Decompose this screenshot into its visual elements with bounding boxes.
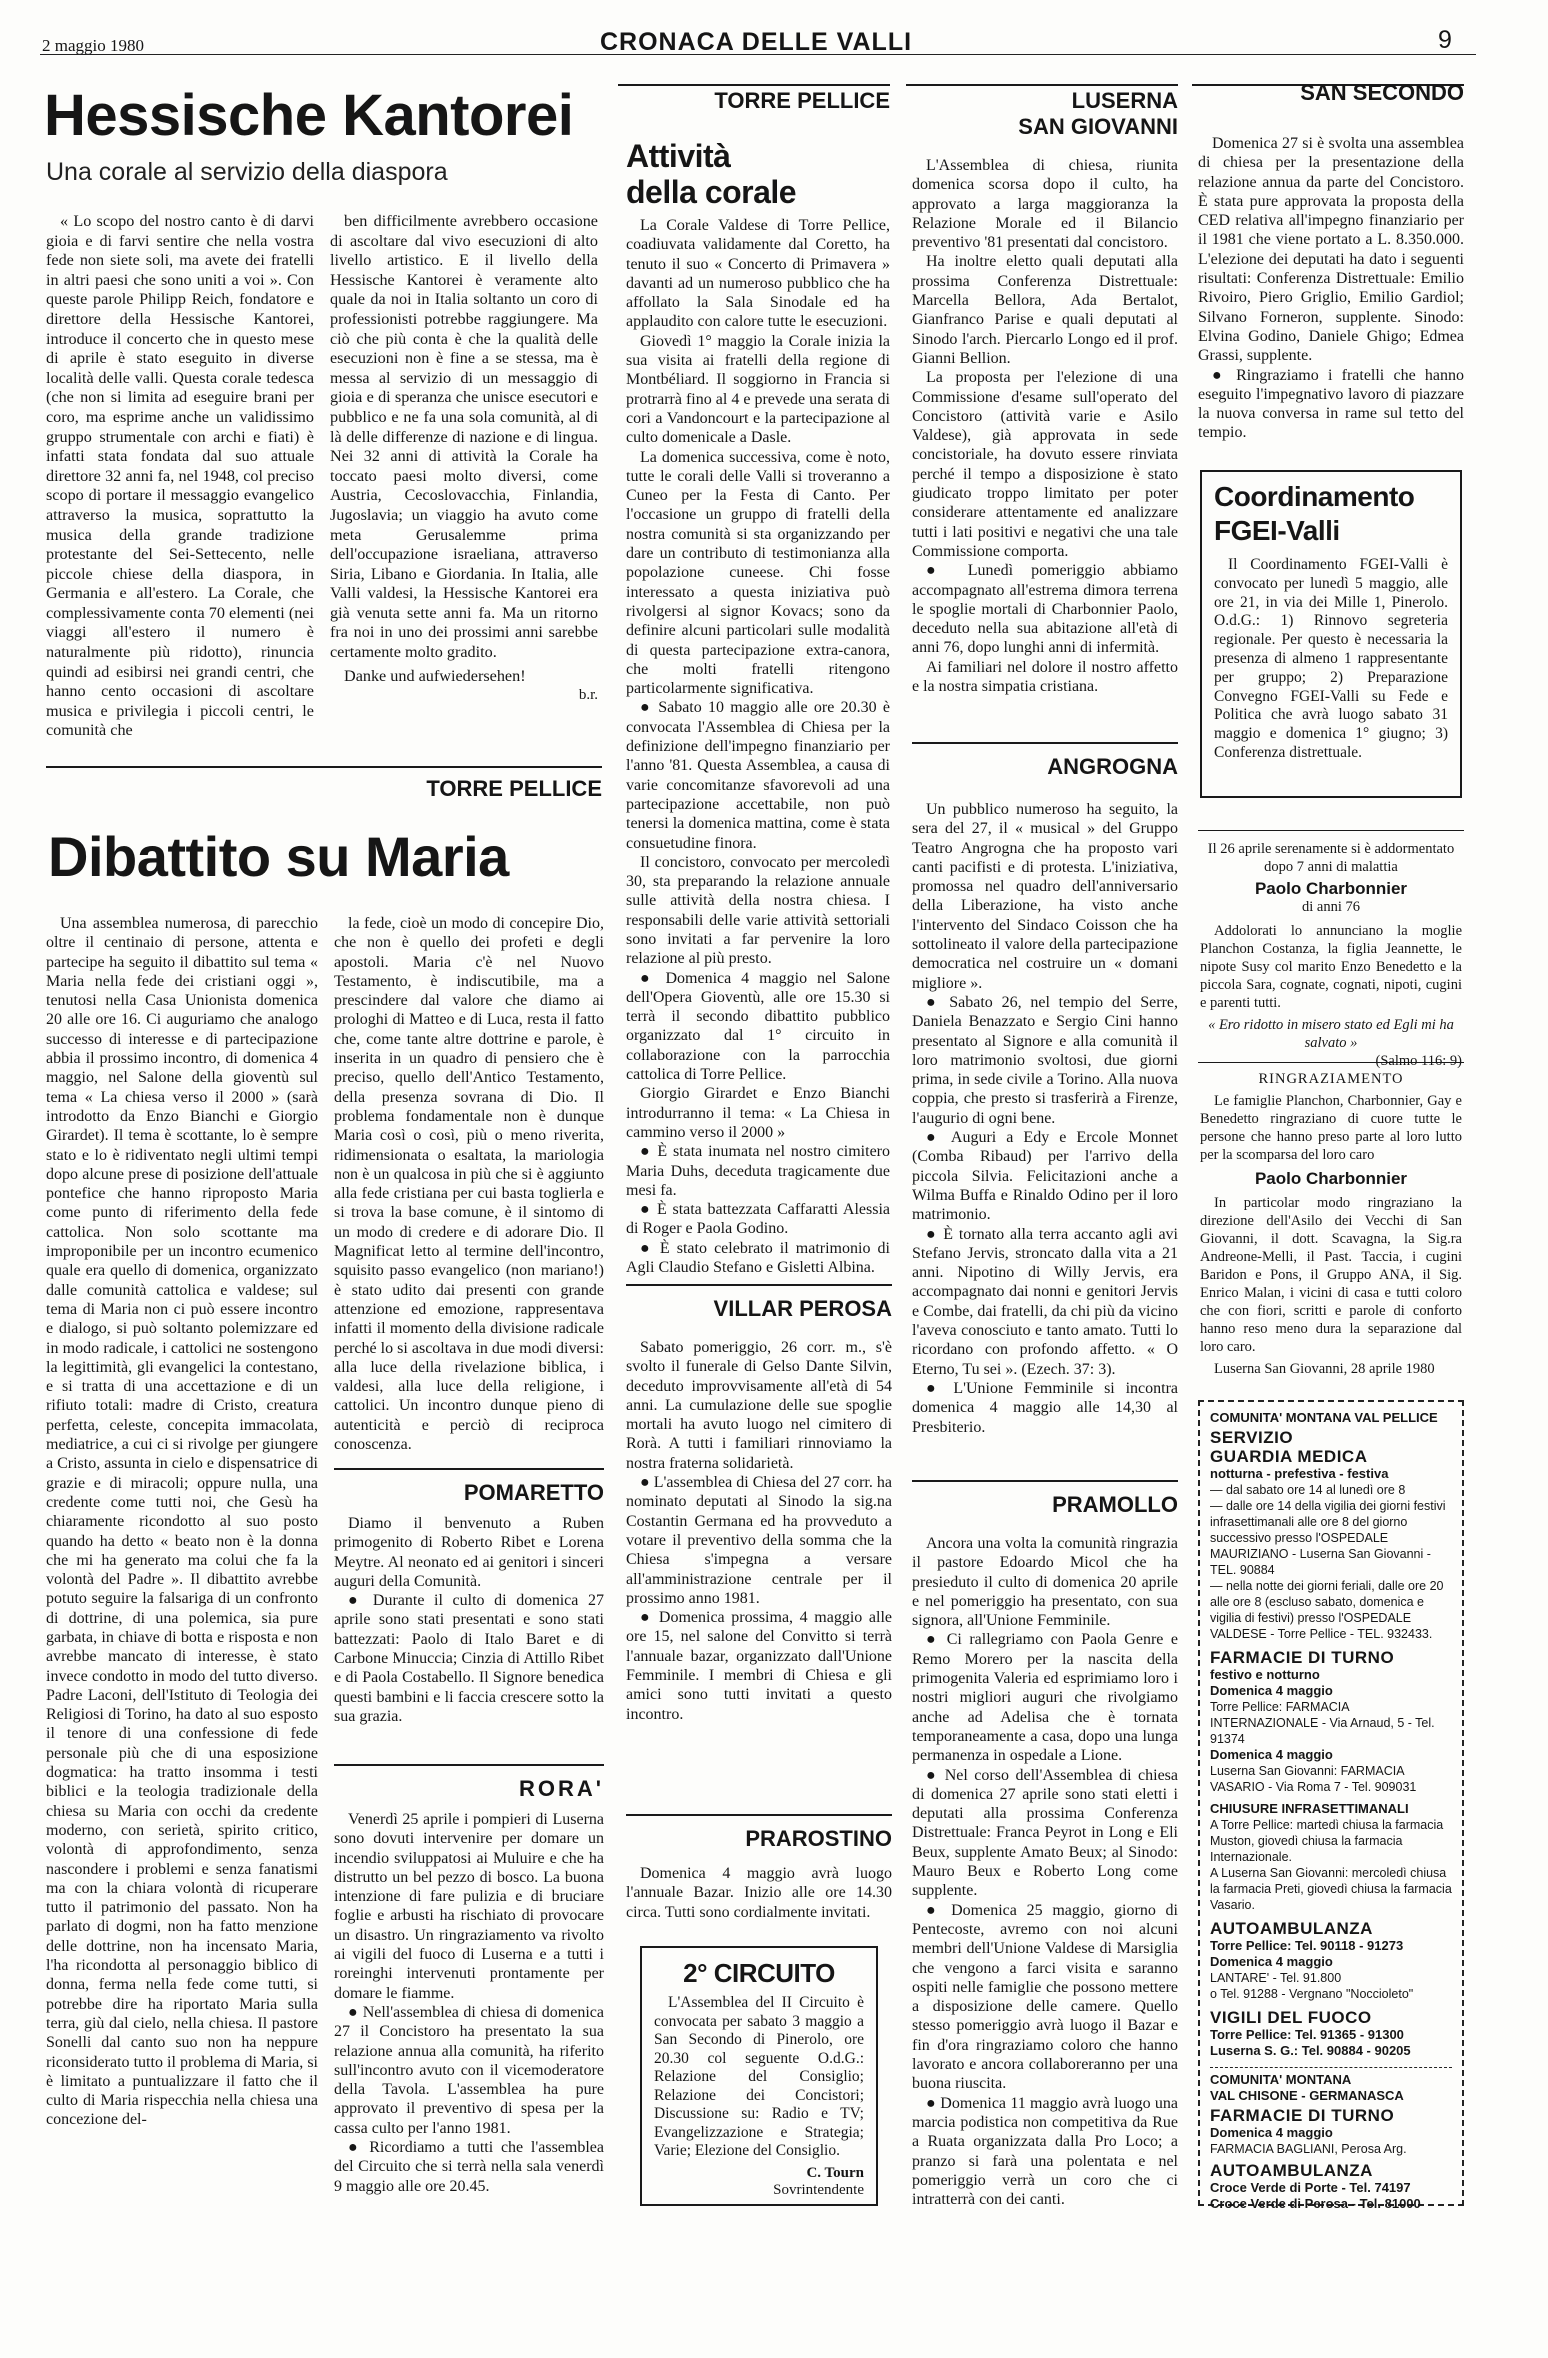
- thanks-place: Luserna San Giovanni, 28 aprile 1980: [1214, 1361, 1435, 1377]
- luserna-text-2: Ha inoltre eletto quali deputati alla prossima Conferenza Distrettuale: Marcella Bellora, Ada Bertalot, Gianfranco Parise e quali deputati al Sinodo l'arch. Piercarlo Longo ed il prof. Gianni Bellion.: [912, 253, 1178, 367]
- obituary-name: Paolo Charbonnier: [1254, 879, 1408, 898]
- services-community-2a: COMUNITA' MONTANA: [1210, 2072, 1352, 2087]
- corale-text-7: Giorgio Girardet e Enzo Bianchi introdurranno il tema: « La Chiesa in cammino verso il 2000 »: [626, 1085, 890, 1141]
- rora-text-2: ● Nell'assemblea di chiesa di domenica 27 il Concistoro ha presentato la sua relazione annua alla comunità, ha riferito sull'incontro avuto con il vicemoderatore della Tavola. L'assemblea ha pure approvato il preventivo di spesa per la cassa culto per l'anno 1981.: [334, 2003, 604, 2137]
- villar-location: VILLAR PEROSA: [713, 1296, 892, 1321]
- sansecondo-text-2: ● Ringraziamo i fratelli che hanno eseguito l'impegnativo lavoro di piazzare la nuova conversa in rame sul tetto del tempio.: [1198, 366, 1464, 442]
- sansecondo-text-1: Domenica 27 si è svolta una assemblea di chiesa per la presentazione della relazione annua da parte del Concistoro. È stata pure approvata la proposta della CED relativa all'impegno finanziario per il 1981 che viene portato a L. 8.350.000. L'elezione dei deputati ha dato i seguenti risultati: Conferenza Distrettuale: Emilio Rivoiro, Piero Griglio, Emilio Gardiol; Silvano Forneron, supplente. Sinodo: Elvina Godino, Daniele Ghigo; Edmea Grassi, supplente.: [1198, 135, 1464, 365]
- villar-body: [626, 1338, 892, 1724]
- obituary: [1200, 840, 1462, 1070]
- section-rule: [46, 766, 602, 768]
- corale-text-10: ● È stato celebrato il matrimonio di Agli Claudio Stefano e Gisletti Albina.: [626, 1239, 890, 1277]
- services-box: [1198, 1400, 1464, 2211]
- rora-text-3: ● Ricordiamo a tutti che l'assemblea del Circuito che si terrà nella sala venerdì 9 maggio alle ore 20.45.: [334, 2139, 604, 2195]
- maria-title: Dibattito su Maria: [48, 825, 509, 888]
- luserna-text-3: La proposta per l'elezione di una Commissione d'esame sull'operato del Concistoro (attività varie e Asilo Valdese), già approvata in sede concistoriale, ha dovuto essere rinviata perché il tempo a disposizione è stato giudicato troppo limitato per poter considerare attentamente ed analizzare tutti i lati positivi e negativi che una tale Commissione comporta.: [912, 369, 1178, 560]
- circuito-title: 2° CIRCUITO: [683, 1958, 835, 1988]
- thanks-text-2: In particolar modo ringraziano la direzione dell'Asilo dei Vecchi di San Giovanni, il dott. Scavagna, la Sig.ra Andreone-Melli, il Past. Taccia, i cugini Baridon e Pons, il Gruppo ANA, il Sig. Enrico Malan, i vicini di casa e tutti coloro che con fiori, scritti e parole di conforto hanno reso meno dura la separazione dal loro caro.: [1200, 1195, 1462, 1355]
- corale-text-9: ● È stata battezzata Caffaratti Alessia di Roger e Paola Godino.: [626, 1201, 890, 1238]
- angrogna-location: ANGROGNA: [1047, 754, 1178, 779]
- firefighters-line-1: Torre Pellice: Tel. 91365 - 91300: [1210, 2027, 1404, 2042]
- circuito-sign-role: Sovrintendente: [773, 2181, 864, 2198]
- luserna-location-line-1: LUSERNA: [1071, 88, 1178, 113]
- corale-text-3: La domenica successiva, come è noto, tutte le corali delle Valli si troveranno a Cuneo per la Festa di Canto. Per l'occasione un gruppo di fratelli della nostra comunità si sta organizzando per dare un contributo di testimonianza alla popolazione cuneese. Chi fosse interessato a questa iniziativa può rivolgersi al signor Kovacs; sono da definire alcuni particolari sulle modalità di questa partecipazione extra-canora, che molti fratelli ritengono particolarmente significativa.: [626, 448, 890, 698]
- pharmacy-title: FARMACIE DI TURNO: [1210, 1648, 1395, 1667]
- section-rule: [1198, 830, 1464, 831]
- villar-text-3: ● Domenica prossima, 4 maggio alle ore 15, nel salone del Convitto si terrà l'annuale bazar, organizzato dall'Unione Femminile. I membri di Chiesa e gli amici sono tutti invitati a questo incontro.: [626, 1609, 892, 1723]
- guardia-title-2: GUARDIA MEDICA: [1210, 1447, 1368, 1466]
- maria-location: TORRE PELLICE: [426, 776, 602, 801]
- circuito-body: [654, 1994, 864, 2161]
- corale-text-8: ● È stata inumata nel nostro cimitero Maria Duhs, deceduta tragicamente due mesi fa.: [626, 1143, 890, 1199]
- corale-title: [626, 138, 796, 210]
- corale-text-4: ● Sabato 10 maggio alle ore 20.30 è convocata l'Assemblea di Chiesa per la definizione dell'impegno finanziario per l'anno '81. Questa Assemblea, a causa di varie concomitanze sfavorevoli ad una partecipazione accettabile, non può tenersi la domenica mattina, come è stata consuetudine finora.: [626, 699, 890, 852]
- pomaretto-text-1: Diamo il benvenuto a Ruben primogenito di Roberto Ribet e Lorena Meytre. Al neonato ed ai genitori i sinceri auguri della Comunità.: [334, 1515, 604, 1590]
- pramollo-location: PRAMOLLO: [1052, 1492, 1178, 1517]
- section-rule: [626, 1814, 892, 1816]
- luserna-text-4: ● Lunedì pomeriggio abbiamo accompagnato all'estrema dimora terrena le spoglie mortali di Charbonnier Paolo, deceduto nella sua abitazione all'età di anni 76, dopo lunghi anni di infermità.: [912, 562, 1178, 657]
- obituary-verse-ref: (Salmo 116: 9): [1375, 1053, 1462, 1069]
- corale-text-1: La Corale Valdese di Torre Pellice, coadiuvata validamente dal Coretto, ha tenuto il suo « Concerto di Primavera » davanti ad un numeroso pubblico che ha affollato la Sala Sinodale ed ha applaudito con calore tutte le esecuzioni.: [626, 217, 890, 331]
- ambulance2-title: AUTOAMBULANZA: [1210, 2161, 1373, 2180]
- pramollo-text-1: Ancora una volta la comunità ringrazia il pastore Edoardo Micol che ha presieduto il culto di domenica 20 aprile e nel pomeriggio ha presentato, con sua signora, all'Unione Femminile.: [912, 1535, 1178, 1630]
- page-number: 9: [1438, 26, 1452, 54]
- luserna-location-line-2: SAN GIOVANNI: [1018, 114, 1178, 139]
- maria-column-2: [334, 914, 604, 1454]
- closures-line-1: A Torre Pellice: martedì chiusa la farmacia Muston, giovedì chiusa la farmacia Internazionale.: [1210, 1818, 1444, 1864]
- rora-body: [334, 1810, 604, 2196]
- corale-text-5: Il concistoro, convocato per mercoledì 30, sta preparando la relazione annuale sulle attività della nostra chiesa. I responsabili delle varie attività settoriali sono invitati a far pervenire la loro relazione al più presto.: [626, 853, 890, 968]
- guardia-line-1: — dal sabato ore 14 al lunedì ore 8: [1210, 1483, 1406, 1497]
- guardia-line-2: — dalle ore 14 della vigilia dei giorni festivi infrasettimanali alle ore 8 del giorno successivo presso l'OSPEDALE MAURIZIANO - Luserna San Giovanni - TEL. 90884: [1210, 1499, 1446, 1577]
- section-rule: [626, 1284, 892, 1286]
- issue-date: 2 maggio 1980: [42, 36, 144, 55]
- kantorei-column-2: [330, 212, 598, 706]
- angrogna-text-1: Un pubblico numeroso ha seguito, la sera del 27, il « musical » del Gruppo Teatro Angrogna che ha proposto vari canti pacifisti e di protesta. L'iniziativa, promossa nel quadro dell'anniversario della Liberazione, ha visto anche l'intervento del Sindaco Coisson che ha sottolineato il valore della partecipazione democratica nel costruire un « domani migliore ».: [912, 801, 1178, 992]
- kantorei-closing: Danke und aufwiedersehen!: [344, 666, 526, 685]
- thanks-body-1: [1200, 1092, 1462, 1164]
- thanks-body-2: [1200, 1194, 1462, 1356]
- ambulance2-line-1: Croce Verde di Porte - Tel. 74197: [1210, 2180, 1411, 2195]
- sansecondo-body: [1198, 134, 1464, 443]
- pramollo-text-3: ● Nel corso dell'Assemblea di chiesa di domenica 27 aprile sono stati eletti i deputati alla prossima Conferenza Distrettuale: Franca Peyrot in Long e Eli Beux, supplente Amato Beux; al Sinodo: Mauro Beux e Roberto Long come supplente.: [912, 1766, 1178, 1900]
- pharmacy2-line-2: FARMACIA BAGLIANI, Perosa Arg.: [1210, 2142, 1407, 2156]
- thanks-text-1: Le famiglie Planchon, Charbonnier, Gay e Benedetto ringraziano di cuore tutte le persone che hanno preso parte al loro lutto per la scomparsa del loro caro: [1200, 1093, 1462, 1163]
- obituary-age: di anni 76: [1302, 899, 1360, 915]
- rora-text-1: Venerdì 25 aprile i pompieri di Luserna sono dovuti intervenire per domare un incendio sviluppatosi ai Muluire e che ha distrutto un bel pezzo di bosco. La buona intenzione di fare pulizia e di bruciare foglie e arbusti ha rischiato di provocare un disastro. Un ringraziamento va rivolto ai vigili del fuoco di Luserna e a tutti i roreinghi intervenuti prontamente per domare le fiamme.: [334, 1811, 604, 2002]
- fgei-body: [1214, 556, 1448, 763]
- obituary-intro: Il 26 aprile serenamente si è addormentato dopo 7 anni di malattia: [1207, 841, 1455, 875]
- prarostino-text-1: Domenica 4 maggio avrà luogo l'annuale Bazar. Inizio alle ore 14.30 circa. Tutti sono cordialmente invitati.: [626, 1865, 892, 1921]
- firefighters-title: VIGILI DEL FUOCO: [1210, 2008, 1372, 2027]
- luserna-text-5: Ai familiari nel dolore il nostro affetto e la nostra simpatia cristiana.: [912, 658, 1178, 696]
- ambulance-line-3: LANTARE' - Tel. 91.800: [1210, 1971, 1342, 1985]
- maria-text-2: la fede, cioè un modo di concepire Dio, che non è quello dei profeti e degli apostoli. Maria c'è nel Nuovo Testamento, è indiscutibile, ma a prescindere dal valore che diamo ai prologhi di Matteo e di Luca, resta il fatto che, come tante altre dottrine e parole, è inserita in un quadro di pensiero che è preciso, quello dell'Antico Testamento, della presenza sovrana di Dio. Il problema fondamentale non è dunque Maria così o così, più o meno riverita, ridimensionata o esaltata, la mariologia non è un qualcosa in più che si è aggiunto alla fede cristiana per cui basta toglierla e si trova la base comune, è il sintomo di un modo di credere e di adorare Dio. Il Magnificat letto al termine dell'incontro, squisito passo evangelico (non mariano!) è stato udito dai presenti con grande attenzione ed emozione, rappresentava infatti il momento della divisione radicale perché lo si ascoltava in due modi diversi: alla luce della rivelazione biblica, i valdesi, alla luce della religione, i cattolici. Un incontro dunque pieno di autenticità e perciò di reciproca conoscenza.: [334, 915, 604, 1454]
- kantorei-signature: b.r.: [578, 687, 598, 704]
- section-rule: [618, 84, 890, 86]
- pharmacy-line-3: Domenica 4 maggio: [1210, 1747, 1333, 1762]
- header-rule: [40, 54, 1476, 55]
- pramollo-text-2: ● Ci rallegriamo con Paola Genre e Remo Morero per la nascita della primogenita Valeria ed esprimiamo loro i nostri migliori auguri che rivolgiamo anche ad Adelisa che è tornata temporaneamente a casa, dopo una lunga permanenza in ospedale a Lione.: [912, 1631, 1178, 1765]
- obituary-body: [1200, 922, 1462, 1012]
- kantorei-text-1: « Lo scopo del nostro canto è di darvi gioia e di farvi sentire che nella vostra fede non siete soli, ma avete dei fratelli in altri paesi che sono uniti a voi ». Con queste parole Philipp Reich, fondatore e direttore della Hessische Kantorei, introduce il concerto che in questo mese di aprile è stato eseguito in diverse località delle valli. Questa corale tedesca (che non si limita ad eseguire brani per coro, ma esprime anche un validissimo gruppo strumentale con archi e fiati) è infatti stata fondata dal suo attuale direttore 32 anni fa, nel 1948, col preciso scopo di portare il messaggio evangelico attraverso la musica, soprattutto la musica della grande tradizione protestante del Sei-Settecento, nelle piccole chiese della diaspora, in Germania e all'estero. La Corale, che complessivamente conta 70 elementi (nei viaggi all'estero il numero è naturalmente più ridotto), rinuncia quindi ad esibirsi nei grandi centri, che hanno cento occasioni di ascoltare musica e privilegia i piccoli centri, le comunità che: [46, 212, 314, 740]
- section-title: CRONACA DELLE VALLI: [600, 28, 913, 56]
- pharmacy-line-4: Luserna San Giovanni: FARMACIA VASARIO - Via Roma 7 - Tel. 909031: [1210, 1764, 1417, 1794]
- corale-title-line-1: Attività: [626, 138, 731, 174]
- ambulance-title: AUTOAMBULANZA: [1210, 1919, 1373, 1938]
- services-community-2b: VAL CHISONE - GERMANASCA: [1210, 2088, 1404, 2103]
- kantorei-subtitle: Una corale al servizio della diaspora: [46, 158, 448, 186]
- thanks-name: Paolo Charbonnier: [1254, 1169, 1408, 1188]
- kantorei-title: Hessische Kantorei: [44, 83, 574, 148]
- fgei-title-1: Coordinamento: [1214, 481, 1415, 512]
- ambulance-line-4: o Tel. 91288 - Vergnano "Noccioleto": [1210, 1987, 1414, 2001]
- corale-location: TORRE PELLICE: [714, 88, 890, 113]
- angrogna-text-5: ● L'Unione Femminile si incontra domenica 4 maggio alle 14,30 al Presbiterio.: [912, 1379, 1178, 1436]
- section-rule: [1198, 1062, 1464, 1063]
- fgei-text: Il Coordinamento FGEI-Valli è convocato per lunedì 5 maggio, alle ore 21, in via dei Mille 1, Pinerolo. O.d.G.: 1) Rinnovo segreteria regionale. Per questo è necessaria la presenza di almeno 1 rappresentante per gruppo; 2) Preparazione Convegno FGEI-Valli su Fede e Politica che avrà luogo sabato 31 maggio e domenica 1° giugno; 3) Conferenza distrettuale.: [1214, 556, 1448, 761]
- thanks-notice: [1200, 1070, 1462, 1378]
- prarostino-location: PRAROSTINO: [745, 1826, 892, 1851]
- guardia-line-3: — nella notte dei giorni feriali, dalle ore 20 alle ore 8 (escluso sabato, domenica e vigilia di festivi) presso l'OSPEDALE VALDESE - Torre Pellice - TEL. 932433.: [1210, 1579, 1444, 1641]
- angrogna-text-2: ● Sabato 26, nel tempio del Serre, Daniela Benazzato e Sergio Cini hanno presentato al Signore e alla comunità il loro matrimonio svoltosi, due giorni prima, in sede civile a Torino. Alla nuova coppia, che presto si trasferirà a Firenze, l'augurio di ogni bene.: [912, 993, 1178, 1127]
- pramollo-body: [912, 1534, 1178, 2209]
- circuito-box: [640, 1946, 878, 2206]
- guardia-subtitle: notturna - prefestiva - festiva: [1210, 1466, 1389, 1481]
- guardia-title-1: SERVIZIO: [1210, 1428, 1294, 1447]
- closures-title: CHIUSURE INFRASETTIMANALI: [1210, 1801, 1409, 1816]
- angrogna-text-3: ● Auguri a Edy e Ercole Monnet (Comba Ribaud) per l'arrivo della piccola Silvia. Felicitazioni anche a Wilma Buffa e Rinaldo Odino per il loro matrimonio.: [912, 1129, 1178, 1224]
- ambulance-line-1: Torre Pellice: Tel. 90118 - 91273: [1210, 1938, 1404, 1953]
- circuito-sign-name: C. Tourn: [806, 2164, 864, 2181]
- maria-column-1: [46, 914, 318, 2130]
- angrogna-text-4: ● È tornato alla terra accanto agli avi Stefano Jervis, stroncato dalla vita a 21 anni. Nipotino di Willy Jervis, era accompagnato dai nonni e genitori Jervis e Combe, dai fratelli, da chi più da vicino l'aveva conosciuto e tanto amato. Tutti lo ricordano con profondo affetto. « O Eterno, Tu sei ». (Ezech. 37: 3).: [912, 1225, 1178, 1378]
- sansecondo-location: SAN SECONDO: [1300, 80, 1464, 105]
- corale-title-line-2: della corale: [626, 174, 797, 210]
- villar-text-1: Sabato pomeriggio, 26 corr. m., s'è svolto il funerale di Gelso Dante Silvin, deceduto improvvisamente all'età di 54 anni. La cumulazione delle sue spoglie mortali ha avuto luogo nel cimitero di Rorà. A tutti i familiari rinnoviamo la nostra fraterna solidarietà.: [626, 1339, 892, 1472]
- luserna-body: [912, 156, 1178, 696]
- closures-line-2: A Luserna San Giovanni: mercoledì chiusa la farmacia Preti, giovedì chiusa la farmacia Vasario.: [1210, 1866, 1452, 1912]
- obituary-text: Addolorati lo annunciano la moglie Planchon Costanza, la figlia Jeannette, le nipote Susy col marito Enzo Benedetto e la piccola Sara, cognate, cognati, nipoti, cugini e parenti tutti.: [1200, 923, 1462, 1011]
- kantorei-column-1: [46, 212, 314, 741]
- pomaretto-body: [334, 1514, 604, 1726]
- prarostino-body: [626, 1864, 892, 1922]
- pramollo-text-5: ● Domenica 11 maggio avrà luogo una marcia podistica non competitiva da Rue a Ruata organizzata dalla Pro Loco; a pranzo si farà una polentata e nel pomeriggio verrà un coro che ci intratterrà con dei canti.: [912, 2094, 1178, 2209]
- section-rule: [912, 742, 1178, 744]
- maria-text-1: Una assemblea numerosa, di parecchio oltre il centinaio di persone, attenta e partecipe ha seguito il dibattito sul tema « Maria nella fede dei cristiani oggi », tenutosi nella Casa Unionista domenica 20 alle ore 16. Ci auguriamo che analogo successo di interesse e di partecipazione abbia il prossimo incontro, di domenica 4 maggio, nel Salone della gioventù sul tema « La chiesa verso il 2000 » (sarà introdotto da Enzo Bianchi e Giorgio Girardet). Il tema è scottante, lo è sempre stato e lo è ridiventato negli ultimi tempi dopo alcune prese di posizione dell'attuale pontefice che hanno riproposto Maria come punto di riferimento della fede cattolica. Non solo scottante ma improponibile per un incontro ecumenico quale era quello di domenica, organizzato dalle comunità cattolica e valdese; sul tema di Maria non ci può essere incontro e dialogo, si può soltanto polemizzare ed in modo radicale, i cattolici ne sostengono la legittimità, gli evangelici la contestano, e si tratta di una accettazione e di un rifiuto totali: madre di Cristo, creatura perfetta, celeste, concepita immacolata, mediatrice, a cui ci si rivolge per giungere a Cristo, assunta in cielo e dispensatrice di grazie e di miracoli; oppure nulla, una credente come tutti noi, che Gesù ha chiaramente ricondotto al suo posto quando ha detto « beato non è la donna che mi ha generato ma colui che fa la volontà del Padre ». Il dibattito avrebbe potuto seguire la falsariga di un confronto di dottrine, di una polemica, sia pure garbata, in chiave di botta e risposta e non avrebbe mancato di interesse, è stato invece condotto in modo del tutto diverso. Padre Laconi, dell'Istituto di Teologia dei Religiosi di Torino, ha dato al suo esposto il tenore di una confessione di fede personale più che di una esposizione dogmatica: ha tratto insomma i testi biblici e la teologia tradizionale della chiesa su Maria con occhi da credente moderno, con serietà, spirito critico, volontà di approfondimento, senza nascondere i problemi e senza fanatismi ma con la chiara volontà di ricuperare tutto il patrimonio del passato. Non ha parlato di dogmi, non ha fatto menzione delle dottrine, non ha incensato Maria, l'ha ricondotta al personaggio biblico di donna, ferma nella fede come tutti, si potrebbe dire ha riportato Maria sulla terra, giù dal cielo, nella chiesa. Il pastore Sonelli dal canto suo non ha neppure riconsiderato tutto il problema di Maria, si è limitato a puntualizzare il fatto che il culto di Maria rispecchia nella chiesa una concezione del-: [46, 915, 318, 2129]
- kantorei-text-2: ben difficilmente avrebbero occasione di ascoltare dal vivo esecuzioni di alto livello artistico. E il livello della Hessische Kantorei è veramente alto quale da noi in Italia soltanto un coro di professionisti potrebbe raggiungere. Ma ciò che più conta è che la qualità delle esecuzioni non è fine a se stessa, ma è messa al servizio di un messaggio di gioia e di speranza che unisce esecutori e pubblico e ne fa una sola comunità, al di là delle differenze di nazione e di lingua. Nei 32 anni di attività la Corale ha toccato paesi molto diversi, come Austria, Cecoslovacchia, Finlandia, Jugoslavia; un viaggio ha avuto come meta Gerusalemme prima dell'occupazione israeliana, attraverso Siria, Libano e Giordania. In Italia, alle Valli valdesi, la Hessische Kantorei era già venuta sette anni fa. Ma un ritorno fra noi in uno dei prossimi anni sarebbe certamente molto gradito.: [330, 212, 598, 662]
- circuito-text: L'Assemblea del II Circuito è convocata per sabato 3 maggio a San Secondo di Pinerolo, ore 20.30 col seguente O.d.G.: Relazione del Consiglio; Relazione dei Concistori; Discussione su: Radio e TV; Evangelizzazione e Strategia; Varie; Elezione del Consiglio.: [654, 1994, 864, 2159]
- pomaretto-location: POMARETTO: [463, 1480, 604, 1505]
- firefighters-line-2: Luserna S. G.: Tel. 90884 - 90205: [1210, 2043, 1411, 2058]
- services-community-1: COMUNITA' MONTANA VAL PELLICE: [1210, 1410, 1438, 1425]
- pharmacy2-title: FARMACIE DI TURNO: [1210, 2106, 1395, 2125]
- obituary-verse: « Ero ridotto in misero stato ed Egli mi ha salvato »: [1208, 1017, 1454, 1051]
- pharmacy-line-2: Torre Pellice: FARMACIA INTERNAZIONALE - Via Arnaud, 5 - Tel. 91374: [1210, 1700, 1435, 1746]
- ambulance-line-2: Domenica 4 maggio: [1210, 1954, 1333, 1969]
- pharmacy2-line-1: Domenica 4 maggio: [1210, 2125, 1333, 2140]
- section-rule: [334, 1764, 604, 1766]
- fgei-box: [1200, 470, 1462, 798]
- services-divider: [1210, 2067, 1452, 2068]
- corale-text-2: Giovedì 1° maggio la Corale inizia la sua visita ai fratelli della regione di Montbéliard. Il soggiorno in Francia si protrarrà fino al 4 e prevede una serata di cori a Vandoncourt e la partecipazione al culto domenicale a Dasle.: [626, 332, 890, 447]
- pomaretto-text-2: ● Durante il culto di domenica 27 aprile sono stati presentati e sono stati battezzati: Paolo di Italo Baret e di Carbone Minuccia; Cinzia di Attillo Ribet e di Paola Costabello. Il Signore benedica questi bambini e li faccia crescere sotto la sua grazia.: [334, 1592, 604, 1725]
- luserna-text-1: L'Assemblea di chiesa, riunita domenica scorsa dopo il culto, ha approvato a larga maggioranza la Relazione Morale ed il Bilancio preventivo '81 presentati dal concistoro.: [912, 157, 1178, 252]
- thanks-title: RINGRAZIAMENTO: [1258, 1071, 1404, 1087]
- section-rule: [334, 1468, 604, 1470]
- rora-location: RORA': [518, 1776, 604, 1801]
- fgei-title-2: FGEI-Valli: [1214, 515, 1340, 546]
- pharmacy-subtitle: festivo e notturno: [1210, 1667, 1320, 1682]
- luserna-location: [906, 88, 1178, 140]
- corale-body: [626, 216, 890, 1277]
- pramollo-text-4: ● Domenica 25 maggio, giorno di Pentecoste, avremo con noi alcuni membri dell'Unione Valdese di Marsiglia che vengono a farci visita e saranno ospiti nelle famiglie che possono mettere a disposizione delle camere. Quello stesso pomeriggio avrà luogo il Bazar e fin d'ora ringraziamo coloro che hanno lavorato e ancora collaboreranno per una buona riuscita.: [912, 1901, 1178, 2093]
- ambulance2-line-2: Croce Verde di Perosa - Tel. 81000: [1210, 2196, 1421, 2211]
- villar-text-2: ● L'assemblea di Chiesa del 27 corr. ha nominato deputati al Sinodo la sig.na Costantin Germana ed ha provveduto a votare il preventivo della somma che la Chiesa s'impegna a versare all'amministrazione centrale per il prossimo anno 1981.: [626, 1474, 892, 1607]
- angrogna-body: [912, 800, 1178, 1437]
- corale-text-6: ● Domenica 4 maggio nel Salone dell'Opera Gioventù, alle ore 15.30 si terrà il secondo dibattito pubblico organizzato dal 1° circuito in collaborazione con la parrocchia cattolica di Torre Pellice.: [626, 969, 890, 1084]
- section-rule: [906, 84, 1178, 86]
- section-rule: [912, 1480, 1178, 1482]
- pharmacy-line-1: Domenica 4 maggio: [1210, 1683, 1333, 1698]
